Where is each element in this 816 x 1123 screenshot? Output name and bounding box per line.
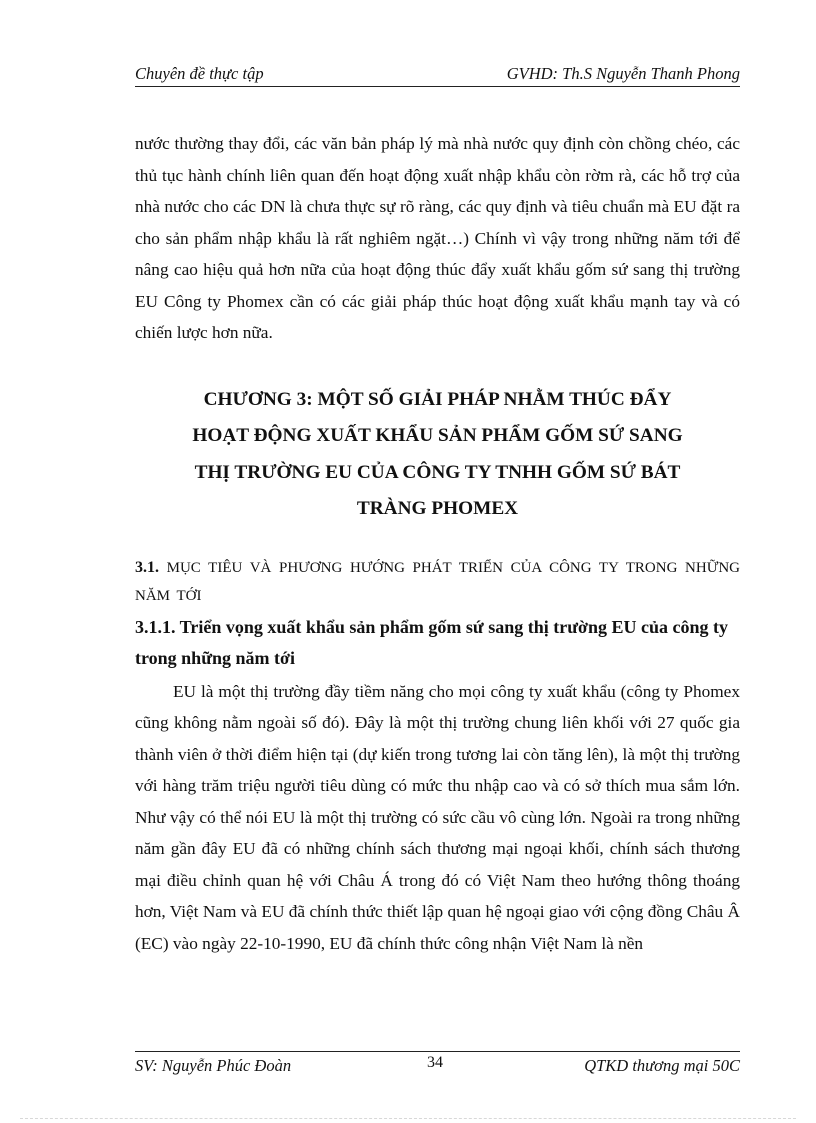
chapter-title-line-2: HOẠT ĐỘNG XUẤT KHẨU SẢN PHẨM GỐM SỨ SANG	[192, 425, 683, 446]
footer-author: SV: Nguyễn Phúc Đoàn	[135, 1056, 292, 1075]
body-paragraph: EU là một thị trường đầy tiềm năng cho mọi công ty xuất khẩu (công ty Phomex cũng không nằm ngoài số đó). Đây là một thị trường chung liên khối với 27 quốc gia thành viên ở thời điểm hiện tại (dự kiến trong tương lai còn tăng lên), là một thị trường với hàng trăm triệu người tiêu dùng có mức thu nhập cao và có sở thích mua sắm lớn. Như vậy có thể nói EU là một thị trường có sức cầu vô cùng lớn. Ngoài ra trong những năm gần đây EU đã có những chính sách thương mại ngoại khối, chính sách thương mại điều chỉnh quan hệ với Châu Á trong đó có Việt Nam theo hướng thông thoáng hơn, Việt Nam và EU đã chính thức thiết lập quan hệ ngoại giao với cộng đồng Châu Â (EC) vào ngày 22-10-1990, EU đã chính thức công nhận Việt Nam là nền	[135, 681, 740, 953]
page-content	[135, 128, 740, 959]
chapter-title-line-1: CHƯƠNG 3: MỘT SỐ GIẢI PHÁP NHẰM THÚC ĐẨY	[203, 388, 672, 410]
chapter-title	[135, 382, 740, 528]
page-edge-divider	[20, 1118, 796, 1119]
chapter-title-line-3: THỊ TRƯỜNG EU CỦA CÔNG TY TNHH GỐM SỨ BÁT	[194, 461, 681, 483]
intro-paragraph: nước thường thay đổi, các văn bản pháp lý mà nhà nước quy định còn chồng chéo, các thủ tục hành chính liên quan đến hoạt động xuất nhập khẩu còn rờm rà, các hỗ trợ của nhà nước cho các DN là chưa thực sự rõ ràng, các quy định và tiêu chuẩn mà EU đặt ra cho sản phẩm nhập khẩu là rất nghiêm ngặt…) Chính vì vậy trong những năm tới để nâng cao hiệu quả hơn nữa của hoạt động thúc đẩy xuất khẩu gốm sứ sang thị trường EU Công ty Phomex cần có các giải pháp thúc hoạt động xuất khẩu mạnh tay và có chiến lược hơn nữa.	[135, 134, 740, 342]
section-3-1-heading	[135, 554, 740, 610]
chapter-title-line-4: TRÀNG PHOMEX	[356, 498, 519, 519]
header-left: Chuyên đề thực tập	[135, 64, 264, 83]
section-3-1-1-heading: 3.1.1. Triển vọng xuất khẩu sản phẩm gốm sứ sang thị trường EU của công ty trong những năm tới	[135, 616, 728, 668]
page-footer	[135, 1051, 740, 1078]
header-right: GVHD: Th.S Nguyễn Thanh Phong	[506, 64, 740, 83]
footer-class: QTKD thương mại 50C	[584, 1056, 740, 1075]
section-3-1-number: 3.1.	[135, 558, 159, 576]
page-number: 34	[427, 1054, 443, 1071]
section-3-1-title: MỤC TIÊU VÀ PHƯƠNG HƯỚNG PHÁT TRIỂN CỦA CÔNG TY TRONG NHỮNG NĂM TỚI	[135, 559, 741, 604]
page-header	[135, 62, 740, 87]
